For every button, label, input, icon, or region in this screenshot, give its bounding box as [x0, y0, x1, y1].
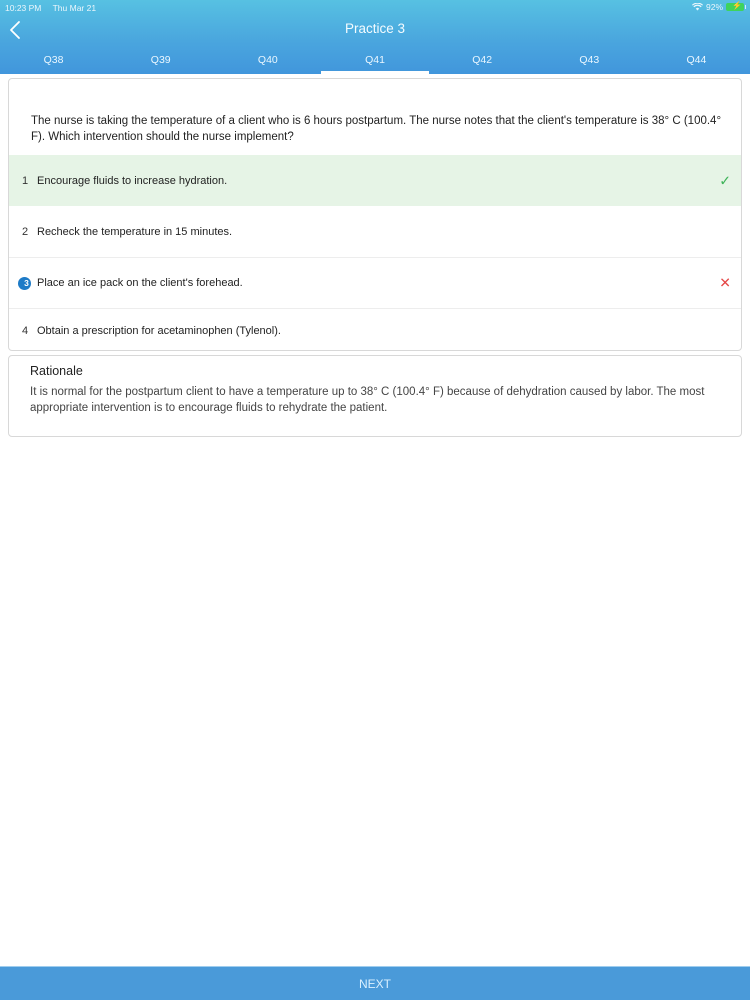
rationale-card — [8, 355, 742, 437]
header — [0, 0, 750, 74]
option-number: 4 — [21, 324, 29, 337]
page-title: Practice 3 — [344, 21, 406, 36]
next-label: NEXT — [358, 976, 391, 991]
cross-icon: ✕ — [719, 274, 731, 291]
battery-charging-icon: ⚡ — [726, 3, 744, 11]
option-text: Obtain a prescription for acetaminophen (Tylenol). — [37, 324, 281, 337]
next-button[interactable] — [0, 966, 750, 1000]
option-number: 2 — [21, 225, 29, 238]
status-date: Thu Mar 21 — [52, 3, 97, 13]
option-text: Place an ice pack on the client's forehead. — [37, 277, 243, 289]
tab-q42[interactable]: Q42 — [472, 54, 493, 66]
tab-q44[interactable]: Q44 — [686, 54, 707, 66]
option-2[interactable] — [9, 206, 741, 257]
wifi-icon — [692, 3, 703, 11]
status-bar-right — [692, 2, 744, 12]
tab-q38[interactable]: Q38 — [43, 54, 64, 66]
option-4[interactable] — [9, 308, 741, 351]
question-text: The nurse is taking the temperature of a client who is 6 hours postpartum. The nurse notes that the client's temperature is 38° C (100.4° F). Which intervention should the nurse implement? — [31, 115, 722, 143]
option-text: Encourage fluids to increase hydration. — [37, 174, 228, 187]
rationale-text: It is normal for the postpartum client to have a temperature up to 38° C (100.4° F) because of dehydration caused by labor. The most appropriate intervention is to encourage fluids to rehydrate the patient. — [30, 386, 705, 414]
selected-answer-badge: 3 — [18, 277, 31, 290]
tab-q40[interactable]: Q40 — [257, 54, 278, 66]
question-card — [8, 78, 742, 351]
battery-percent: 92% — [705, 2, 723, 12]
status-bar-left — [5, 3, 105, 13]
option-text: Recheck the temperature in 15 minutes. — [37, 225, 233, 238]
tab-q39[interactable]: Q39 — [150, 54, 171, 66]
option-number: 1 — [21, 174, 29, 187]
check-icon: ✓ — [719, 172, 731, 188]
tab-q43[interactable]: Q43 — [579, 54, 600, 66]
status-time: 10:23 PM — [5, 3, 42, 13]
option-3[interactable] — [9, 257, 741, 308]
question-tabs — [0, 48, 750, 74]
option-1[interactable] — [9, 155, 741, 206]
rationale-title: Rationale — [30, 364, 83, 378]
tab-q41[interactable]: Q41 — [321, 48, 428, 74]
